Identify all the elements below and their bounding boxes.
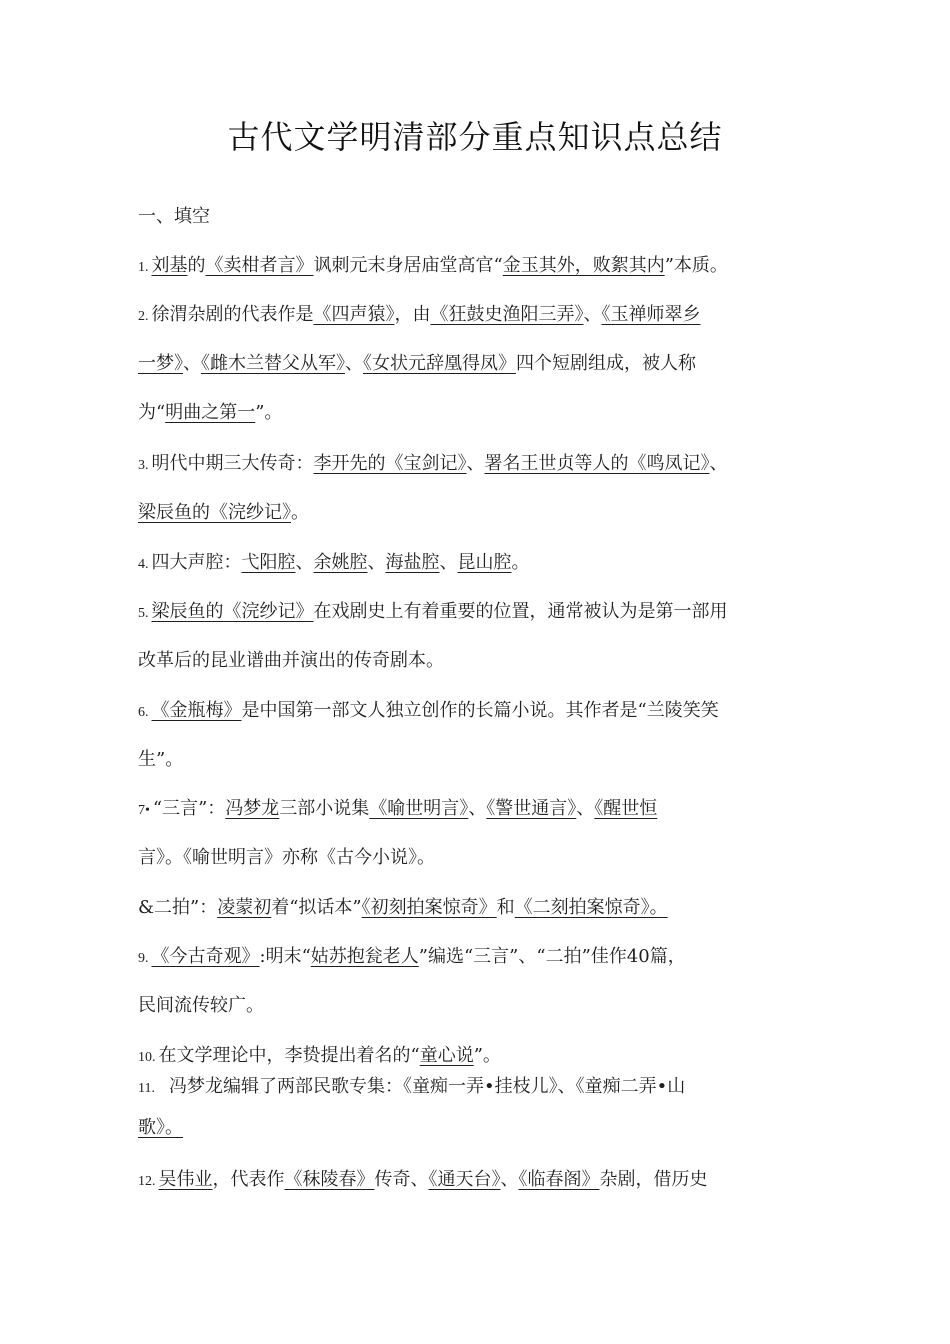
item-text: 、: [439, 552, 458, 573]
blank-answer: 吴伟业: [158, 1169, 213, 1190]
item-7-line-2: 言》。《喻世明言》亦称《古今小说》。: [138, 847, 435, 868]
item-text: 在戏剧史上有着重要的位置，通常被认为是第一部用: [313, 601, 728, 622]
item-text: “三言”：: [152, 798, 226, 819]
item-number: 9.: [138, 951, 149, 966]
item-text: 的: [187, 255, 206, 276]
blank-answer: 《秣陵春》: [284, 1169, 375, 1190]
blank-answer: 歌》。: [138, 1117, 183, 1138]
item-text: 、: [466, 453, 485, 474]
blank-answer: 凌蒙初: [217, 897, 272, 918]
blank-answer: 梁辰鱼的《浣纱记》: [151, 601, 314, 622]
item-9-line-1: [138, 944, 828, 972]
blank-answer: 海盐腔: [385, 552, 440, 573]
item-text: 、: [295, 552, 314, 573]
item-10: [138, 1043, 828, 1071]
item-text: 明代中期三大传奇：: [151, 453, 314, 474]
section-heading: 一、填空: [138, 206, 210, 227]
blank-answer: 《女状元辞凰得凤》: [363, 353, 516, 374]
blank-answer: 《四声猿》: [313, 304, 395, 325]
item-text: &二拍”：: [138, 897, 218, 918]
item-text: 四个短剧组成，被人称: [516, 353, 696, 374]
item-1: [138, 253, 828, 281]
item-text: 。: [511, 552, 530, 573]
item-5-line-2: 改革后的昆业谱曲并演出的传奇剧本。: [138, 650, 444, 671]
item-9-line-2: 民间流传较广。: [138, 995, 264, 1016]
item-3-line-1: [138, 451, 828, 479]
item-number: 1.: [138, 260, 149, 275]
item-text: ，由: [394, 304, 431, 325]
item-number: 3.: [138, 458, 149, 473]
item-text: ”。: [473, 1045, 501, 1066]
blank-answer: 梁辰鱼的《浣纱记》: [138, 502, 291, 523]
item-text: 冯梦龙编辑了两部民歌专集：《童痴一弄•挂枝儿》、《童痴二弄•山: [168, 1076, 686, 1097]
item-number: 4.: [138, 557, 149, 572]
item-6-line-2: 生”。: [138, 749, 184, 770]
item-text: 、: [345, 353, 363, 374]
item-text: 传奇、: [374, 1169, 429, 1190]
item-2-line-3: [138, 400, 828, 426]
item-number: 12.: [138, 1174, 156, 1189]
item-text: :明末“: [259, 946, 311, 967]
item-text: 、: [183, 353, 201, 374]
blank-answer: 明曲之第一: [165, 402, 256, 423]
blank-answer: 童心说: [419, 1045, 474, 1066]
item-text: 、: [709, 453, 728, 474]
item-4: [138, 550, 828, 578]
item-text: 在文学理论中，李贽提出着名的“: [158, 1045, 420, 1066]
item-text: 是中国第一部文人独立创作的长篇小说。其作者是“兰陵笑笑: [241, 700, 719, 721]
item-text: 四大声腔：: [151, 552, 242, 573]
item-text: 徐渭杂剧的代表作是: [151, 304, 314, 325]
item-text: 、: [576, 798, 595, 819]
blank-answer: 《二刻拍案惊奇》。: [514, 897, 668, 918]
item-text: 、: [500, 1169, 519, 1190]
item-number: 5.: [138, 606, 149, 621]
item-2-line-2: [138, 351, 828, 377]
blank-answer: 《喻世明言》: [369, 798, 469, 819]
blank-answer: 《玉禅师翠乡: [601, 304, 701, 325]
item-6-line-1: [138, 698, 828, 726]
item-3-line-2: [138, 500, 828, 526]
blank-answer: 《金瓶梅》: [151, 700, 242, 721]
item-text: 、: [583, 304, 602, 325]
blank-answer: 《狂鼓史渔阳三弄》: [430, 304, 584, 325]
item-text: 、: [367, 552, 386, 573]
blank-answer: 一梦》: [138, 353, 183, 374]
item-11-line-1: [138, 1074, 828, 1102]
item-text: 、: [468, 798, 487, 819]
item-7-line-1: [138, 796, 828, 824]
item-text: ”编选“三言”、“二拍”佳作40篇，: [418, 946, 686, 967]
item-8: [138, 895, 828, 921]
blank-answer: 《卖柑者言》: [205, 255, 314, 276]
blank-answer: 《醒世恒: [594, 798, 658, 819]
blank-answer: 冯梦龙: [225, 798, 280, 819]
item-text: ，代表作: [212, 1169, 285, 1190]
item-12: [138, 1167, 828, 1195]
blank-answer: 《初刻拍案惊奇》: [361, 897, 497, 918]
blank-answer: 弋阳腔: [241, 552, 296, 573]
item-5-line-1: [138, 599, 828, 627]
blank-answer: 《警世通言》: [486, 798, 577, 819]
blank-answer: 李开先的《宝剑记》: [313, 453, 467, 474]
item-number: 2.: [138, 309, 149, 324]
blank-answer: 昆山腔: [457, 552, 512, 573]
blank-answer: 《雌木兰替父从军》: [201, 353, 345, 374]
blank-answer: 金玉其外，败絮其内: [502, 255, 665, 276]
blank-answer: 署名王世贞等人的《鸣凤记》: [484, 453, 710, 474]
item-text: 杂剧，借历史: [599, 1169, 708, 1190]
document-title: 古代文学明清部分重点知识点总结: [227, 118, 723, 156]
item-text: 和: [496, 897, 515, 918]
blank-answer: 刘基: [151, 255, 188, 276]
item-text: 为“: [138, 402, 166, 423]
item-text: 。: [291, 502, 309, 523]
blank-answer: 《今古奇观》: [151, 946, 260, 967]
item-number: 6.: [138, 705, 149, 720]
blank-answer: 余姚腔: [313, 552, 368, 573]
item-text: 三部小说集: [279, 798, 370, 819]
item-number: 7•: [138, 803, 150, 818]
item-text: ”本质。: [664, 255, 728, 276]
item-number: 10.: [138, 1050, 156, 1065]
item-text: ”。: [255, 402, 283, 423]
item-11-line-2: [138, 1115, 828, 1141]
item-text: 讽刺元末身居庙堂高官“: [313, 255, 503, 276]
item-2-line-1: [138, 302, 828, 330]
blank-answer: 姑苏抱瓮老人: [310, 946, 419, 967]
item-number: 11.: [138, 1081, 155, 1096]
item-text: 着“拟话本”: [271, 897, 362, 918]
blank-answer: 《通天台》: [428, 1169, 501, 1190]
blank-answer: 《临春阁》: [518, 1169, 600, 1190]
